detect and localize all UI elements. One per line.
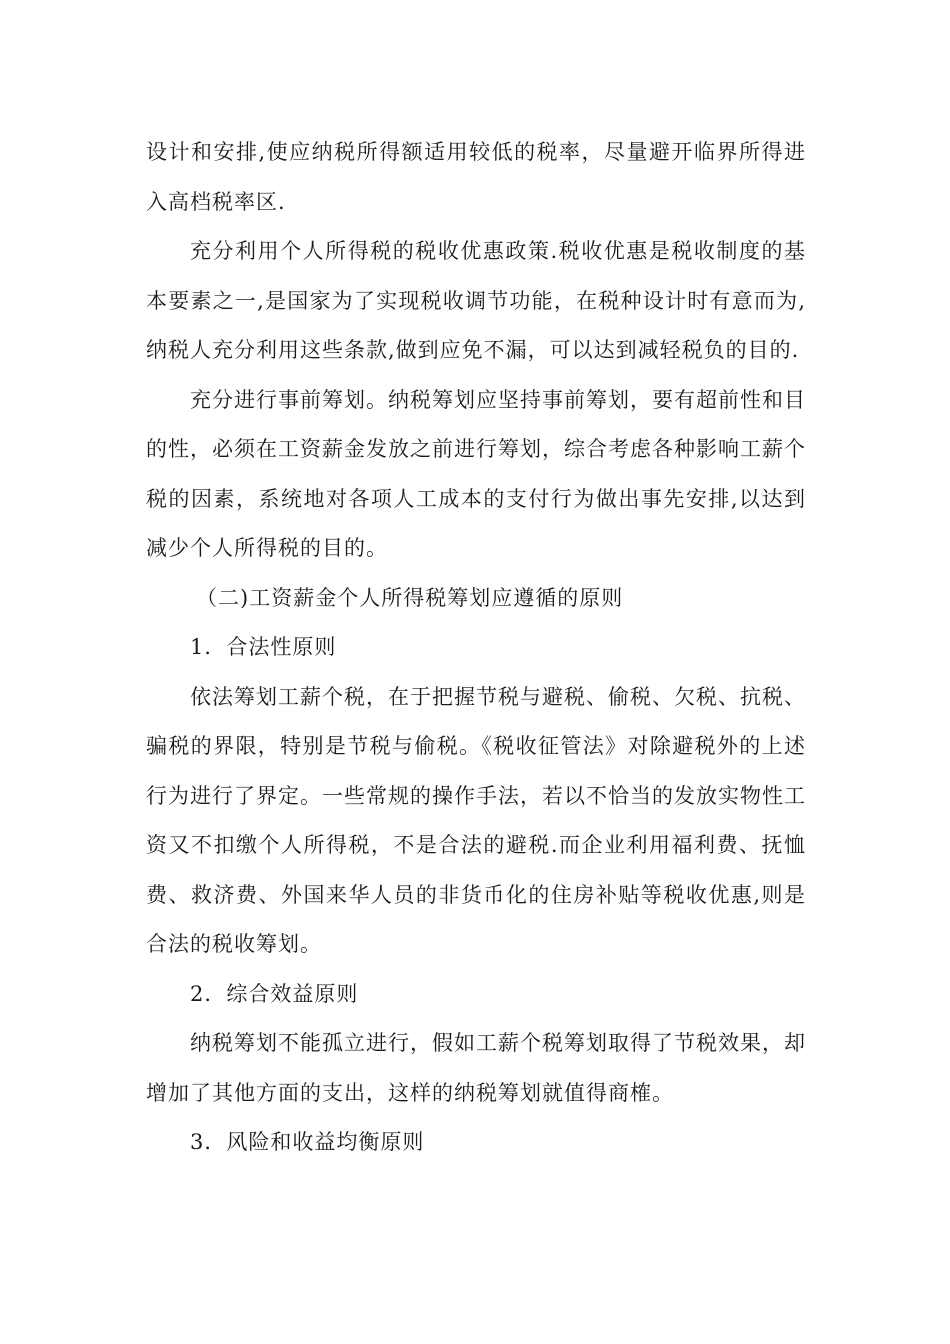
numbered-heading-risk-return: 3．风险和收益均衡原则 [190,1130,425,1154]
document-body [146,128,806,1168]
paragraph-tax-incentives: 充分利用个人所得税的税收优惠政策.税收优惠是税收制度的基本要素之一,是国家为了实现税收调节功能，在税种设计时有意而为,纳税人充分利用这些条款,做到应免不漏，可以达到减轻税负的目的. [146,239,806,362]
section-heading-principles: （二)工资薪金个人所得税筹划应遵循的原则 [196,585,624,610]
numbered-heading-legality: 1．合法性原则 [190,635,337,659]
paragraph-advance-planning: 充分进行事前筹划。纳税筹划应坚持事前筹划，要有超前性和目的性，必须在工资薪金发放之前进行筹划，综合考虑各种影响工薪个税的因素，系统地对各项人工成本的支付行为做出事先安排,以达到减少个人所得税的目的。 [146,387,806,560]
paragraph-bracket-planning: 设计和安排,使应纳税所得额适用较低的税率，尽量避开临界所得进入高档税率区. [146,140,806,214]
numbered-heading-comprehensive-benefit: 2．综合效益原则 [190,981,359,1006]
paragraph-legality: 依法筹划工薪个税，在于把握节税与避税、偷税、欠税、抗税、骗税的界限，特别是节税与偷税。《税收征管法》对除避税外的上述行为进行了界定。一些常规的操作手法，若以不恰当的发放实物性工资又不扣缴个人所得税，不是合法的避税.而企业利用福利费、抚恤费、救济费、外国来华人员的非货币化的住房补贴等税收优惠,则是合法的税收筹划。 [146,684,806,956]
paragraph-comprehensive-benefit: 纳税筹划不能孤立进行，假如工薪个税筹划取得了节税效果，却增加了其他方面的支出，这样的纳税筹划就值得商榷。 [146,1031,806,1105]
